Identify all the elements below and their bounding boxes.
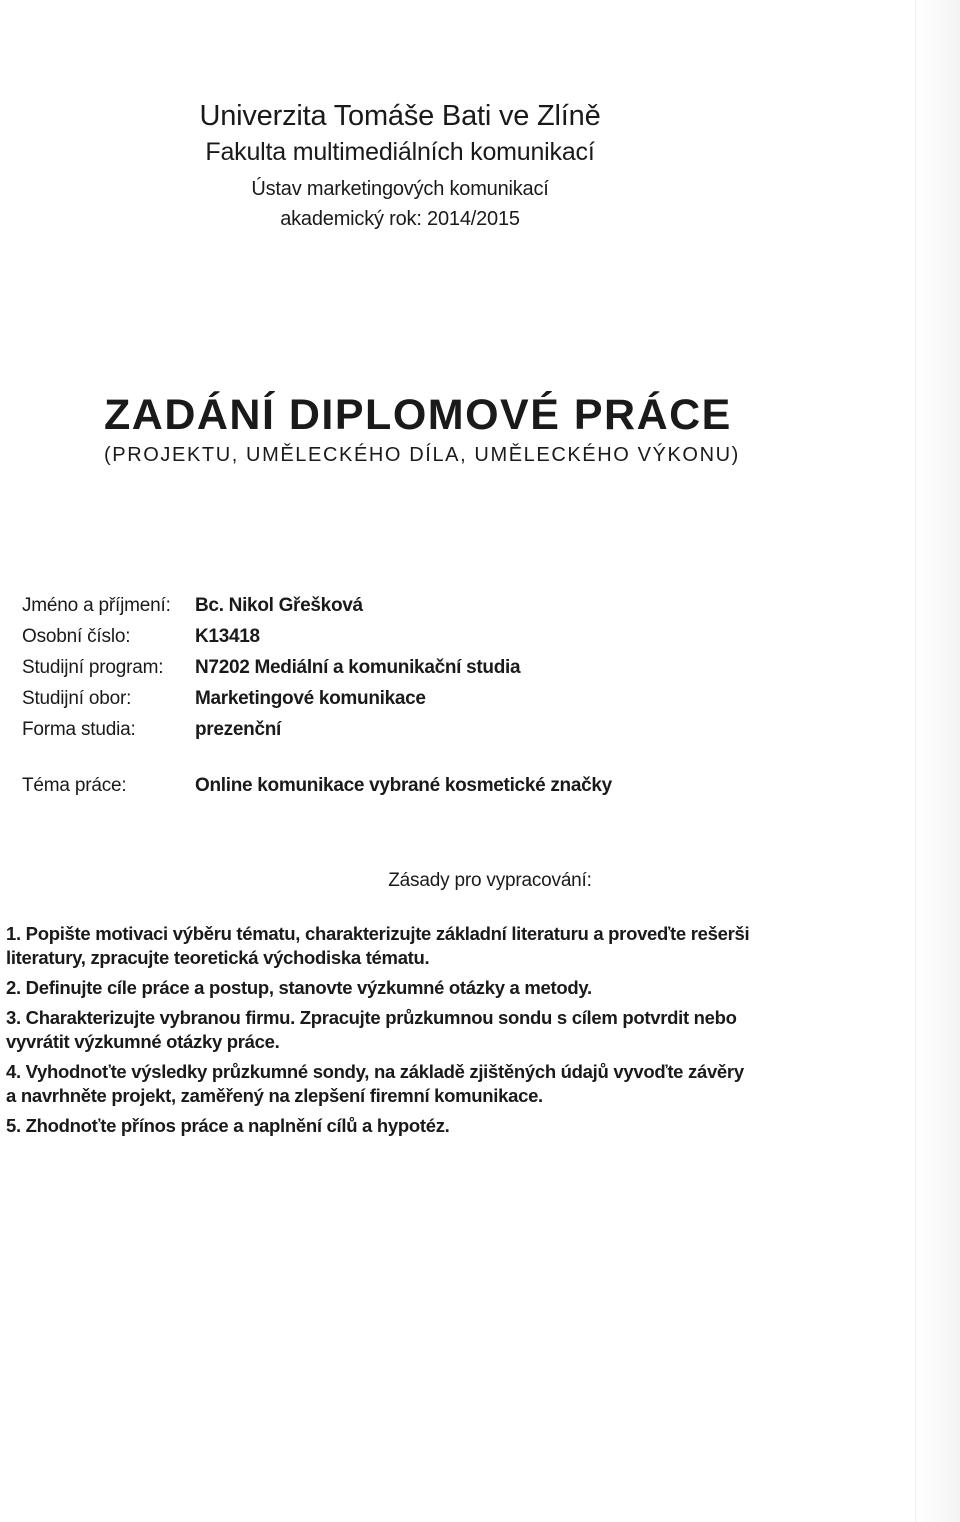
topic-label: Téma práce:: [22, 775, 127, 796]
scan-edge-shadow: [914, 0, 960, 1522]
list-item: 3. Charakterizujte vybranou firmu. Zpracujte průzkumnou sondu s cílem potvrdit nebo: [6, 1007, 737, 1028]
student-info: [22, 590, 520, 745]
info-label: Studijní obor:: [22, 687, 132, 709]
info-label: Studijní program:: [22, 656, 164, 678]
list-item: 4. Vyhodnoťte výsledky průzkumné sondy, na základě zjištěných údajů vyvoďte závěry: [6, 1061, 744, 1082]
list-item: 1. Popište motivaci výběru tématu, charakterizujte základní literaturu a proveďte rešerši: [6, 923, 750, 944]
info-row-name: [22, 590, 520, 621]
info-value: K13418: [195, 625, 260, 647]
thesis-topic: [22, 775, 612, 797]
list-item: 5. Zhodnoťte přínos práce a naplnění cílů a hypotéz.: [6, 1115, 450, 1136]
faculty-name: Fakulta multimediálních komunikací: [205, 138, 595, 166]
info-value: Bc. Nikol Gřešková: [195, 594, 363, 616]
document-subtitle: (PROJEKTU, UMĚLECKÉHO DÍLA, UMĚLECKÉHO VÝKONU): [104, 444, 740, 466]
info-row-id: [22, 621, 520, 652]
info-value: N7202 Mediální a komunikační studia: [195, 656, 521, 678]
info-label: Jméno a příjmení:: [22, 594, 171, 616]
info-label: Osobní číslo:: [22, 625, 131, 647]
document-header: [0, 98, 800, 234]
topic-value: Online komunikace vybrané kosmetické značky: [195, 775, 612, 796]
info-value: Marketingové komunikace: [195, 687, 426, 709]
info-label: Forma studia:: [22, 718, 136, 740]
info-row-field: [22, 683, 520, 714]
list-item-continued: vyvrátit výzkumné otázky práce.: [6, 1031, 280, 1052]
university-name: Univerzita Tomáše Bati ve Zlíně: [199, 100, 601, 132]
principles-heading: Zásady pro vypracování:: [388, 870, 592, 891]
academic-year: akademický rok: 2014/2015: [280, 208, 520, 230]
principles-list: [6, 922, 786, 1138]
info-value: prezenční: [195, 718, 281, 740]
institute-name: Ústav marketingových komunikací: [251, 178, 549, 200]
list-item-continued: a navrhněte projekt, zaměřený na zlepšení firemní komunikace.: [6, 1085, 543, 1106]
info-row-form: [22, 714, 520, 745]
info-row-program: [22, 652, 520, 683]
document-title: ZADÁNÍ DIPLOMOVÉ PRÁCE: [104, 391, 732, 439]
list-item: 2. Definujte cíle práce a postup, stanovte výzkumné otázky a metody.: [6, 977, 592, 998]
list-item-continued: literatury, zpracujte teoretická východiska tématu.: [6, 947, 430, 968]
scan-edge-line: [915, 0, 916, 1522]
